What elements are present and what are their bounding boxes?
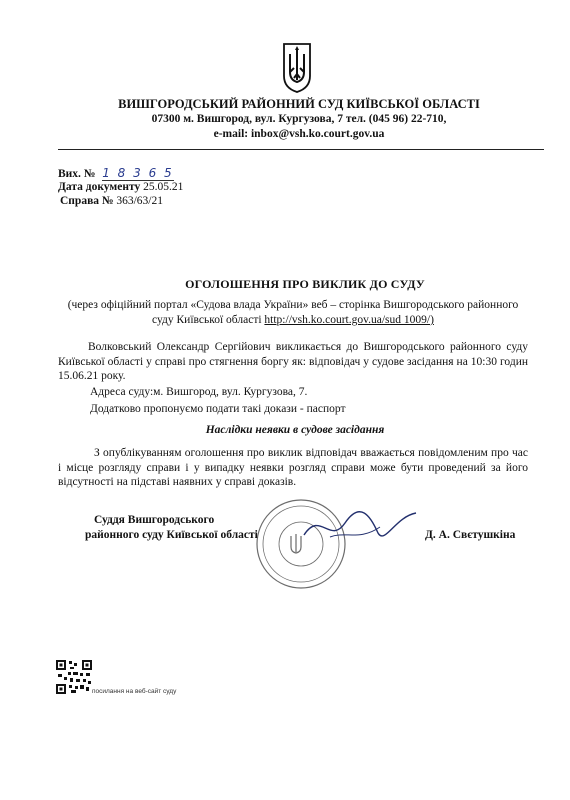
outgoing-number-value: 1 8 3 6 5	[102, 166, 174, 180]
judge-title-line1: Суддя Вишгородського	[94, 514, 215, 526]
evidence-line: Додатково пропонуємо подати такі докази - паспорт	[90, 403, 346, 415]
consequences-heading: Наслідки неявки в судове засідання	[205, 424, 385, 436]
doc-date-row	[58, 181, 183, 193]
judge-title-line2: районного суду Київської області	[85, 529, 258, 541]
header-divider	[58, 149, 544, 150]
court-address: 07300 м. Вишгород, вул. Кургузова, 7 тел. (045 96) 22-710,	[151, 113, 447, 125]
publication-source-text: (через офіційний портал «Судова влада України» веб – сторінка Вишгородського районного суду Київської області	[67, 299, 519, 326]
qr-code[interactable]	[56, 660, 92, 694]
doc-date-value: 25.05.21	[143, 181, 184, 193]
case-number-label: Справа №	[60, 195, 114, 207]
court-name: ВИШГОРОДСЬКИЙ РАЙОННИЙ СУД КИЇВСЬКОЇ ОБЛАСТІ	[118, 97, 480, 111]
outgoing-number-row	[58, 166, 174, 181]
doc-date-label: Дата документу	[58, 181, 141, 193]
announcement-title: ОГОЛОШЕННЯ ПРО ВИКЛИК ДО СУДУ	[185, 277, 425, 291]
court-address-line: Адреса суду:м. Вишгород, вул. Кургузова, 7.	[90, 386, 308, 398]
coat-of-arms-icon	[282, 42, 312, 94]
case-number-row	[60, 195, 163, 207]
case-number-value: 363/63/21	[116, 195, 163, 207]
summons-paragraph: Волковський Олександр Сергійович викликається до Вишгородського районного суду Київської області у справі про стягнення боргу як: відповідач у судове засідання на 10:30 годин 15.06.21 року.	[58, 341, 528, 382]
qr-caption: посилання на веб-сайт суду	[92, 688, 177, 695]
judge-name: Д. А. Свєтушкіна	[425, 529, 516, 541]
court-email: e-mail: inbox@vsh.ko.court.gov.ua	[213, 128, 385, 140]
consequences-paragraph: З опублікуванням оголошення про виклик відповідач вважається повідомленим про час і місце розгляду справи і у випадку неявки розгляд справи може бути проведений за його відсутності на підставі наявних у справі доказів.	[58, 447, 528, 488]
outgoing-number-label: Вих. №	[58, 168, 96, 180]
court-website-link[interactable]: http://vsh.ko.court.gov.ua/sud 1009/)	[264, 314, 434, 326]
publication-source	[60, 298, 526, 328]
judge-signature	[300, 505, 420, 550]
